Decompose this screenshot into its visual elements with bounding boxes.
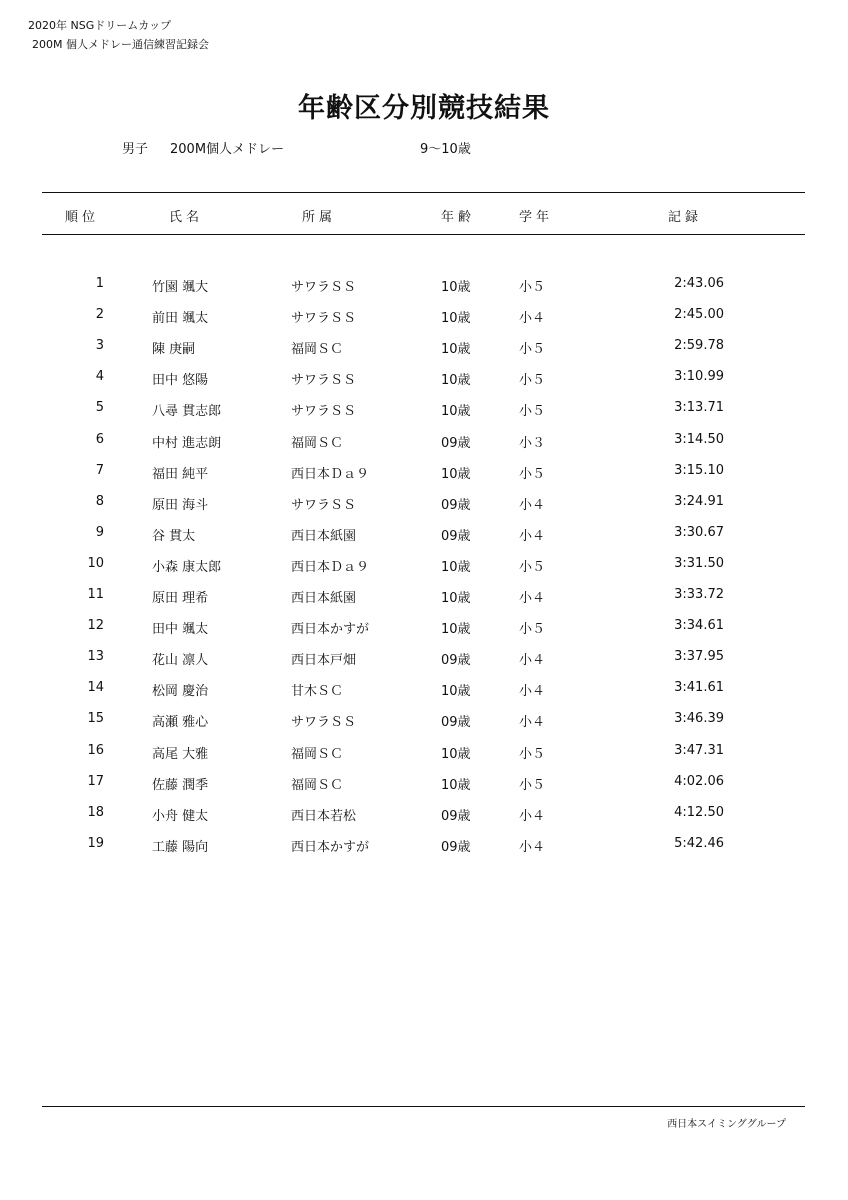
page-title: 年齢区分別競技結果 xyxy=(298,93,550,124)
table-row xyxy=(0,805,848,825)
cell-age: 10歳 xyxy=(441,684,471,700)
cell-rank: 2 xyxy=(95,307,104,323)
table-row xyxy=(0,743,848,763)
cell-name: 小森 康太郎 xyxy=(152,559,222,575)
header-time: 記録 xyxy=(668,210,703,225)
cell-grade: 小４ xyxy=(519,528,546,544)
table-row xyxy=(0,836,848,856)
cell-name: 高瀬 雅心 xyxy=(152,715,209,731)
cell-time: 3:30.67 xyxy=(674,524,724,540)
cell-rank: 9 xyxy=(95,524,104,540)
cell-age: 09歳 xyxy=(441,808,471,824)
cell-grade: 小４ xyxy=(519,497,546,513)
cell-club: サワラＳＳ xyxy=(291,373,357,389)
cell-name: 田中 悠陽 xyxy=(152,373,209,389)
cell-rank: 12 xyxy=(87,618,104,634)
cell-grade: 小５ xyxy=(519,777,546,793)
cell-name: 小舟 健太 xyxy=(152,808,209,824)
cell-rank: 5 xyxy=(95,400,104,416)
table-row xyxy=(0,432,848,452)
cell-club: 西日本紙園 xyxy=(291,591,357,606)
cell-age: 09歳 xyxy=(441,435,471,451)
cell-club: 福岡ＳＣ xyxy=(291,746,344,762)
cell-name: 佐藤 潤季 xyxy=(152,777,209,793)
cell-time: 4:02.06 xyxy=(674,773,724,789)
table-row xyxy=(0,711,848,731)
meet-subtitle: 200M 個人メドレー通信練習記録会 xyxy=(32,38,209,51)
meet-name: 2020年 NSGドリームカップ xyxy=(28,19,172,32)
cell-club: サワラＳＳ xyxy=(291,280,357,295)
cell-age: 10歳 xyxy=(441,311,471,327)
cell-club: サワラＳＳ xyxy=(291,497,357,513)
cell-rank: 7 xyxy=(95,462,104,478)
cell-name: 原田 理希 xyxy=(152,591,209,606)
cell-name: 中村 進志朗 xyxy=(152,435,222,451)
event-label: 200M個人メドレー xyxy=(170,142,285,157)
cell-grade: 小４ xyxy=(519,653,546,669)
cell-grade: 小４ xyxy=(519,591,546,606)
header-grade: 学年 xyxy=(519,210,554,225)
cell-time: 3:41.61 xyxy=(674,680,724,696)
cell-time: 3:34.61 xyxy=(674,618,724,634)
cell-club: サワラＳＳ xyxy=(291,715,357,731)
cell-rank: 13 xyxy=(87,649,104,665)
cell-age: 10歳 xyxy=(441,280,471,295)
cell-rank: 11 xyxy=(87,587,104,602)
cell-club: 福岡ＳＣ xyxy=(291,435,344,451)
table-row xyxy=(0,338,848,358)
cell-grade: 小５ xyxy=(519,373,546,389)
header-age: 年齢 xyxy=(441,210,476,225)
cell-name: 工藤 陽向 xyxy=(152,839,209,855)
table-row xyxy=(0,680,848,700)
cell-age: 09歳 xyxy=(441,497,471,513)
table-row xyxy=(0,556,848,576)
cell-name: 田中 颯太 xyxy=(152,622,209,638)
cell-grade: 小４ xyxy=(519,808,546,824)
cell-time: 3:31.50 xyxy=(674,555,724,571)
cell-age: 09歳 xyxy=(441,839,471,855)
cell-grade: 小４ xyxy=(519,311,546,327)
cell-time: 3:10.99 xyxy=(674,369,724,385)
table-header-rule xyxy=(42,234,805,235)
cell-age: 10歳 xyxy=(441,622,471,638)
cell-name: 陳 庚嗣 xyxy=(152,342,196,358)
cell-time: 3:47.31 xyxy=(674,742,724,758)
cell-club: サワラＳＳ xyxy=(291,404,357,420)
cell-time: 3:37.95 xyxy=(674,649,724,665)
cell-rank: 3 xyxy=(95,338,104,354)
cell-name: 原田 海斗 xyxy=(152,497,209,513)
cell-age: 10歳 xyxy=(441,591,471,606)
cell-time: 2:59.78 xyxy=(674,338,724,354)
cell-name: 花山 凛人 xyxy=(152,653,209,669)
cell-age: 10歳 xyxy=(441,373,471,389)
table-row xyxy=(0,494,848,514)
cell-grade: 小５ xyxy=(519,280,546,295)
table-row xyxy=(0,525,848,545)
cell-time: 4:12.50 xyxy=(674,804,724,820)
cell-rank: 16 xyxy=(87,742,104,758)
cell-time: 3:46.39 xyxy=(674,711,724,727)
cell-grade: 小５ xyxy=(519,746,546,762)
gender-label: 男子 xyxy=(122,142,149,157)
cell-time: 5:42.46 xyxy=(674,835,724,851)
table-row xyxy=(0,774,848,794)
cell-grade: 小４ xyxy=(519,684,546,700)
cell-time: 3:13.71 xyxy=(674,400,724,416)
table-row xyxy=(0,649,848,669)
table-row xyxy=(0,369,848,389)
cell-name: 八尋 貫志郎 xyxy=(152,404,222,420)
table-row xyxy=(0,618,848,638)
cell-grade: 小４ xyxy=(519,715,546,731)
cell-club: 西日本戸畑 xyxy=(291,653,357,669)
cell-name: 高尾 大雅 xyxy=(152,746,209,762)
cell-name: 竹園 颯大 xyxy=(152,280,209,295)
header-rank: 順位 xyxy=(65,210,100,225)
cell-time: 3:33.72 xyxy=(674,587,724,602)
cell-club: 西日本若松 xyxy=(291,808,357,824)
cell-grade: 小５ xyxy=(519,466,546,482)
age-group-label: 9〜10歳 xyxy=(420,142,471,157)
cell-age: 10歳 xyxy=(441,559,471,575)
cell-rank: 10 xyxy=(87,555,104,571)
cell-age: 09歳 xyxy=(441,653,471,669)
cell-rank: 8 xyxy=(95,493,104,509)
table-top-rule xyxy=(42,192,805,193)
cell-time: 3:15.10 xyxy=(674,462,724,478)
cell-club: サワラＳＳ xyxy=(291,311,357,327)
footer-organization: 西日本スイミンググループ xyxy=(667,1119,786,1130)
header-club: 所属 xyxy=(302,210,337,225)
cell-time: 3:14.50 xyxy=(674,431,724,447)
cell-age: 10歳 xyxy=(441,746,471,762)
cell-grade: 小５ xyxy=(519,404,546,420)
cell-age: 10歳 xyxy=(441,466,471,482)
cell-grade: 小４ xyxy=(519,839,546,855)
cell-time: 2:43.06 xyxy=(674,276,724,291)
cell-club: 西日本かすが xyxy=(291,622,370,638)
cell-grade: 小５ xyxy=(519,559,546,575)
cell-club: 福岡ＳＣ xyxy=(291,777,344,793)
cell-club: 西日本Ｄａ９ xyxy=(291,559,370,575)
cell-age: 09歳 xyxy=(441,715,471,731)
cell-name: 谷 貫太 xyxy=(152,528,196,544)
cell-rank: 19 xyxy=(87,835,104,851)
cell-name: 福田 純平 xyxy=(152,466,209,482)
cell-age: 10歳 xyxy=(441,404,471,420)
cell-rank: 1 xyxy=(95,276,104,291)
cell-rank: 18 xyxy=(87,804,104,820)
footer-rule xyxy=(42,1106,805,1107)
cell-grade: 小５ xyxy=(519,342,546,358)
cell-grade: 小５ xyxy=(519,622,546,638)
table-row xyxy=(0,400,848,420)
cell-rank: 15 xyxy=(87,711,104,727)
cell-age: 10歳 xyxy=(441,342,471,358)
cell-rank: 17 xyxy=(87,773,104,789)
cell-club: 甘木ＳＣ xyxy=(291,684,344,700)
header-name: 氏名 xyxy=(169,210,204,225)
table-row xyxy=(0,276,848,296)
cell-rank: 14 xyxy=(87,680,104,696)
cell-club: 西日本紙園 xyxy=(291,528,357,544)
cell-name: 松岡 慶治 xyxy=(152,684,209,700)
cell-time: 2:45.00 xyxy=(674,307,724,323)
cell-rank: 6 xyxy=(95,431,104,447)
table-row xyxy=(0,587,848,607)
table-row xyxy=(0,307,848,327)
cell-time: 3:24.91 xyxy=(674,493,724,509)
cell-age: 10歳 xyxy=(441,777,471,793)
cell-club: 西日本かすが xyxy=(291,839,370,855)
cell-age: 09歳 xyxy=(441,528,471,544)
cell-club: 西日本Ｄａ９ xyxy=(291,466,370,482)
table-row xyxy=(0,463,848,483)
cell-grade: 小３ xyxy=(519,435,546,451)
cell-club: 福岡ＳＣ xyxy=(291,342,344,358)
cell-name: 前田 颯太 xyxy=(152,311,209,327)
cell-rank: 4 xyxy=(95,369,104,385)
